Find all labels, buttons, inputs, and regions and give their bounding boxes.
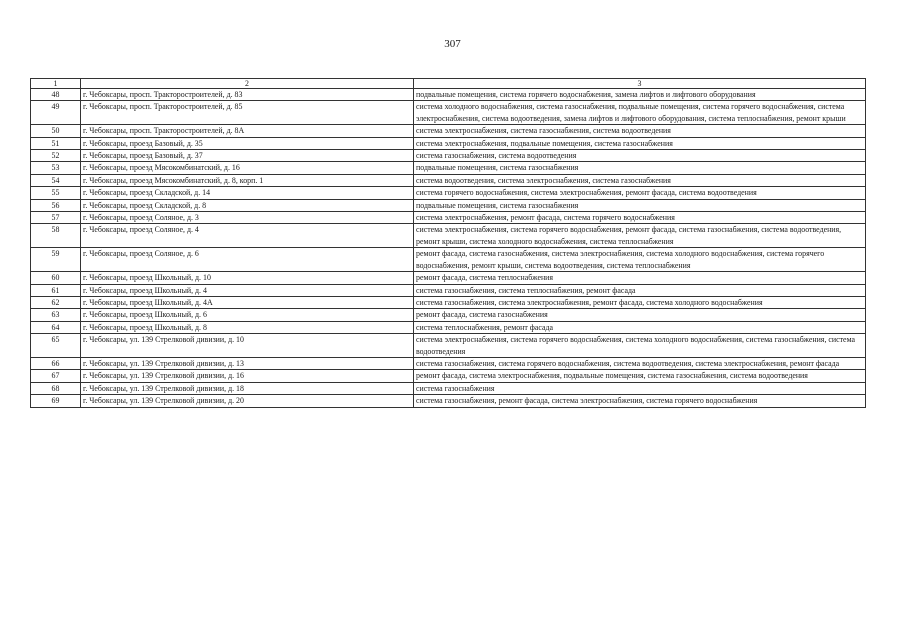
works-cell: система электроснабжения, ремонт фасада, система горячего водоснабжения xyxy=(414,212,866,224)
table-row xyxy=(31,284,866,296)
works-cell: ремонт фасада, система электроснабжения, подвальные помещения, система газоснабжения, система водоотведения xyxy=(414,370,866,382)
address-cell: г. Чебоксары, проезд Школьный, д. 10 xyxy=(81,272,414,284)
works-cell: система холодного водоснабжения, система газоснабжения, подвальные помещения, система горячего водоснабжения, система электроснабжения, система водоотведения, замена лифтов и лифтового оборудования, система теплоснабжения, ремонт крыши xyxy=(414,101,866,125)
row-number-cell: 65 xyxy=(31,334,81,358)
works-cell: система электроснабжения, система газоснабжения, система водоотведения xyxy=(414,125,866,137)
table-row xyxy=(31,395,866,407)
works-cell: ремонт фасада, система газоснабжения xyxy=(414,309,866,321)
address-cell: г. Чебоксары, проезд Соляное, д. 3 xyxy=(81,212,414,224)
works-cell: система горячего водоснабжения, система электроснабжения, ремонт фасада, система водоотведения xyxy=(414,187,866,199)
address-cell: г. Чебоксары, проезд Мясокомбинатский, д. 16 xyxy=(81,162,414,174)
works-cell: система электроснабжения, система горячего водоснабжения, система холодного водоснабжения, система газоснабжения, система водоотведения xyxy=(414,334,866,358)
works-cell: ремонт фасада, система теплоснабжения xyxy=(414,272,866,284)
table-row xyxy=(31,296,866,308)
address-cell: г. Чебоксары, проезд Складской, д. 14 xyxy=(81,187,414,199)
row-number-cell: 63 xyxy=(31,309,81,321)
row-number-cell: 53 xyxy=(31,162,81,174)
row-number-cell: 48 xyxy=(31,89,81,101)
row-number-cell: 52 xyxy=(31,150,81,162)
table-header-row xyxy=(31,79,866,89)
works-cell: система газоснабжения, система теплоснабжения, ремонт фасада xyxy=(414,284,866,296)
address-cell: г. Чебоксары, проезд Школьный, д. 8 xyxy=(81,321,414,333)
works-cell: подвальные помещения, система газоснабжения xyxy=(414,199,866,211)
row-number-cell: 69 xyxy=(31,395,81,407)
table-row xyxy=(31,370,866,382)
address-cell: г. Чебоксары, проезд Соляное, д. 4 xyxy=(81,224,414,248)
works-cell: система электроснабжения, подвальные помещения, система газоснабжения xyxy=(414,137,866,149)
table-row xyxy=(31,199,866,211)
row-number-cell: 55 xyxy=(31,187,81,199)
address-cell: г. Чебоксары, просп. Тракторостроителей, д. 83 xyxy=(81,89,414,101)
header-col-1: 1 xyxy=(31,79,81,89)
table-row xyxy=(31,137,866,149)
address-cell: г. Чебоксары, проезд Складской, д. 8 xyxy=(81,199,414,211)
table-row xyxy=(31,174,866,186)
works-cell: подвальные помещения, система горячего водоснабжения, замена лифтов и лифтового оборудования xyxy=(414,89,866,101)
address-cell: г. Чебоксары, проезд Школьный, д. 6 xyxy=(81,309,414,321)
works-cell: система водоотведения, система электроснабжения, система газоснабжения xyxy=(414,174,866,186)
row-number-cell: 66 xyxy=(31,357,81,369)
address-cell: г. Чебоксары, проезд Базовый, д. 37 xyxy=(81,150,414,162)
row-number-cell: 51 xyxy=(31,137,81,149)
works-cell: система газоснабжения, ремонт фасада, система электроснабжения, система горячего водоснабжения xyxy=(414,395,866,407)
works-cell: система газоснабжения, система горячего водоснабжения, система водоотведения, система электроснабжения, ремонт фасада xyxy=(414,357,866,369)
address-cell: г. Чебоксары, проезд Мясокомбинатский, д. 8, корп. 1 xyxy=(81,174,414,186)
row-number-cell: 60 xyxy=(31,272,81,284)
table-row xyxy=(31,357,866,369)
table-row xyxy=(31,187,866,199)
works-cell: система теплоснабжения, ремонт фасада xyxy=(414,321,866,333)
works-table xyxy=(30,78,866,408)
table-row xyxy=(31,321,866,333)
row-number-cell: 50 xyxy=(31,125,81,137)
row-number-cell: 57 xyxy=(31,212,81,224)
address-cell: г. Чебоксары, просп. Тракторостроителей, д. 85 xyxy=(81,101,414,125)
row-number-cell: 54 xyxy=(31,174,81,186)
address-cell: г. Чебоксары, ул. 139 Стрелковой дивизии, д. 20 xyxy=(81,395,414,407)
works-cell: подвальные помещения, система газоснабжения xyxy=(414,162,866,174)
table-row xyxy=(31,334,866,358)
address-cell: г. Чебоксары, ул. 139 Стрелковой дивизии, д. 10 xyxy=(81,334,414,358)
address-cell: г. Чебоксары, ул. 139 Стрелковой дивизии, д. 18 xyxy=(81,382,414,394)
row-number-cell: 49 xyxy=(31,101,81,125)
row-number-cell: 58 xyxy=(31,224,81,248)
works-cell: система электроснабжения, система горячего водоснабжения, ремонт фасада, система газоснабжения, система водоотведения, ремонт крыши, система холодного водоснабжения, система теплоснабжения xyxy=(414,224,866,248)
header-col-3: 3 xyxy=(414,79,866,89)
table-row xyxy=(31,162,866,174)
table-row xyxy=(31,89,866,101)
table-row xyxy=(31,212,866,224)
address-cell: г. Чебоксары, проезд Базовый, д. 35 xyxy=(81,137,414,149)
table-row xyxy=(31,150,866,162)
row-number-cell: 62 xyxy=(31,296,81,308)
address-cell: г. Чебоксары, проезд Соляное, д. 6 xyxy=(81,248,414,272)
works-cell: ремонт фасада, система газоснабжения, система электроснабжения, система холодного водоснабжения, система горячего водоснабжения, ремонт крыши, система водоотведения, система теплоснабжения xyxy=(414,248,866,272)
row-number-cell: 61 xyxy=(31,284,81,296)
table-row xyxy=(31,125,866,137)
works-cell: система газоснабжения, система электроснабжения, ремонт фасада, система холодного водоснабжения xyxy=(414,296,866,308)
row-number-cell: 56 xyxy=(31,199,81,211)
table-row xyxy=(31,272,866,284)
address-cell: г. Чебоксары, ул. 139 Стрелковой дивизии, д. 16 xyxy=(81,370,414,382)
address-cell: г. Чебоксары, проезд Школьный, д. 4 xyxy=(81,284,414,296)
row-number-cell: 68 xyxy=(31,382,81,394)
row-number-cell: 64 xyxy=(31,321,81,333)
address-cell: г. Чебоксары, ул. 139 Стрелковой дивизии, д. 13 xyxy=(81,357,414,369)
table-row xyxy=(31,382,866,394)
row-number-cell: 67 xyxy=(31,370,81,382)
table-body xyxy=(31,89,866,408)
table-row xyxy=(31,224,866,248)
works-cell: система газоснабжения xyxy=(414,382,866,394)
works-cell: система газоснабжения, система водоотведения xyxy=(414,150,866,162)
address-cell: г. Чебоксары, просп. Тракторостроителей, д. 8А xyxy=(81,125,414,137)
row-number-cell: 59 xyxy=(31,248,81,272)
table-row xyxy=(31,309,866,321)
page-number: 307 xyxy=(444,38,461,50)
table-row xyxy=(31,101,866,125)
address-cell: г. Чебоксары, проезд Школьный, д. 4А xyxy=(81,296,414,308)
header-col-2: 2 xyxy=(81,79,414,89)
table-row xyxy=(31,248,866,272)
